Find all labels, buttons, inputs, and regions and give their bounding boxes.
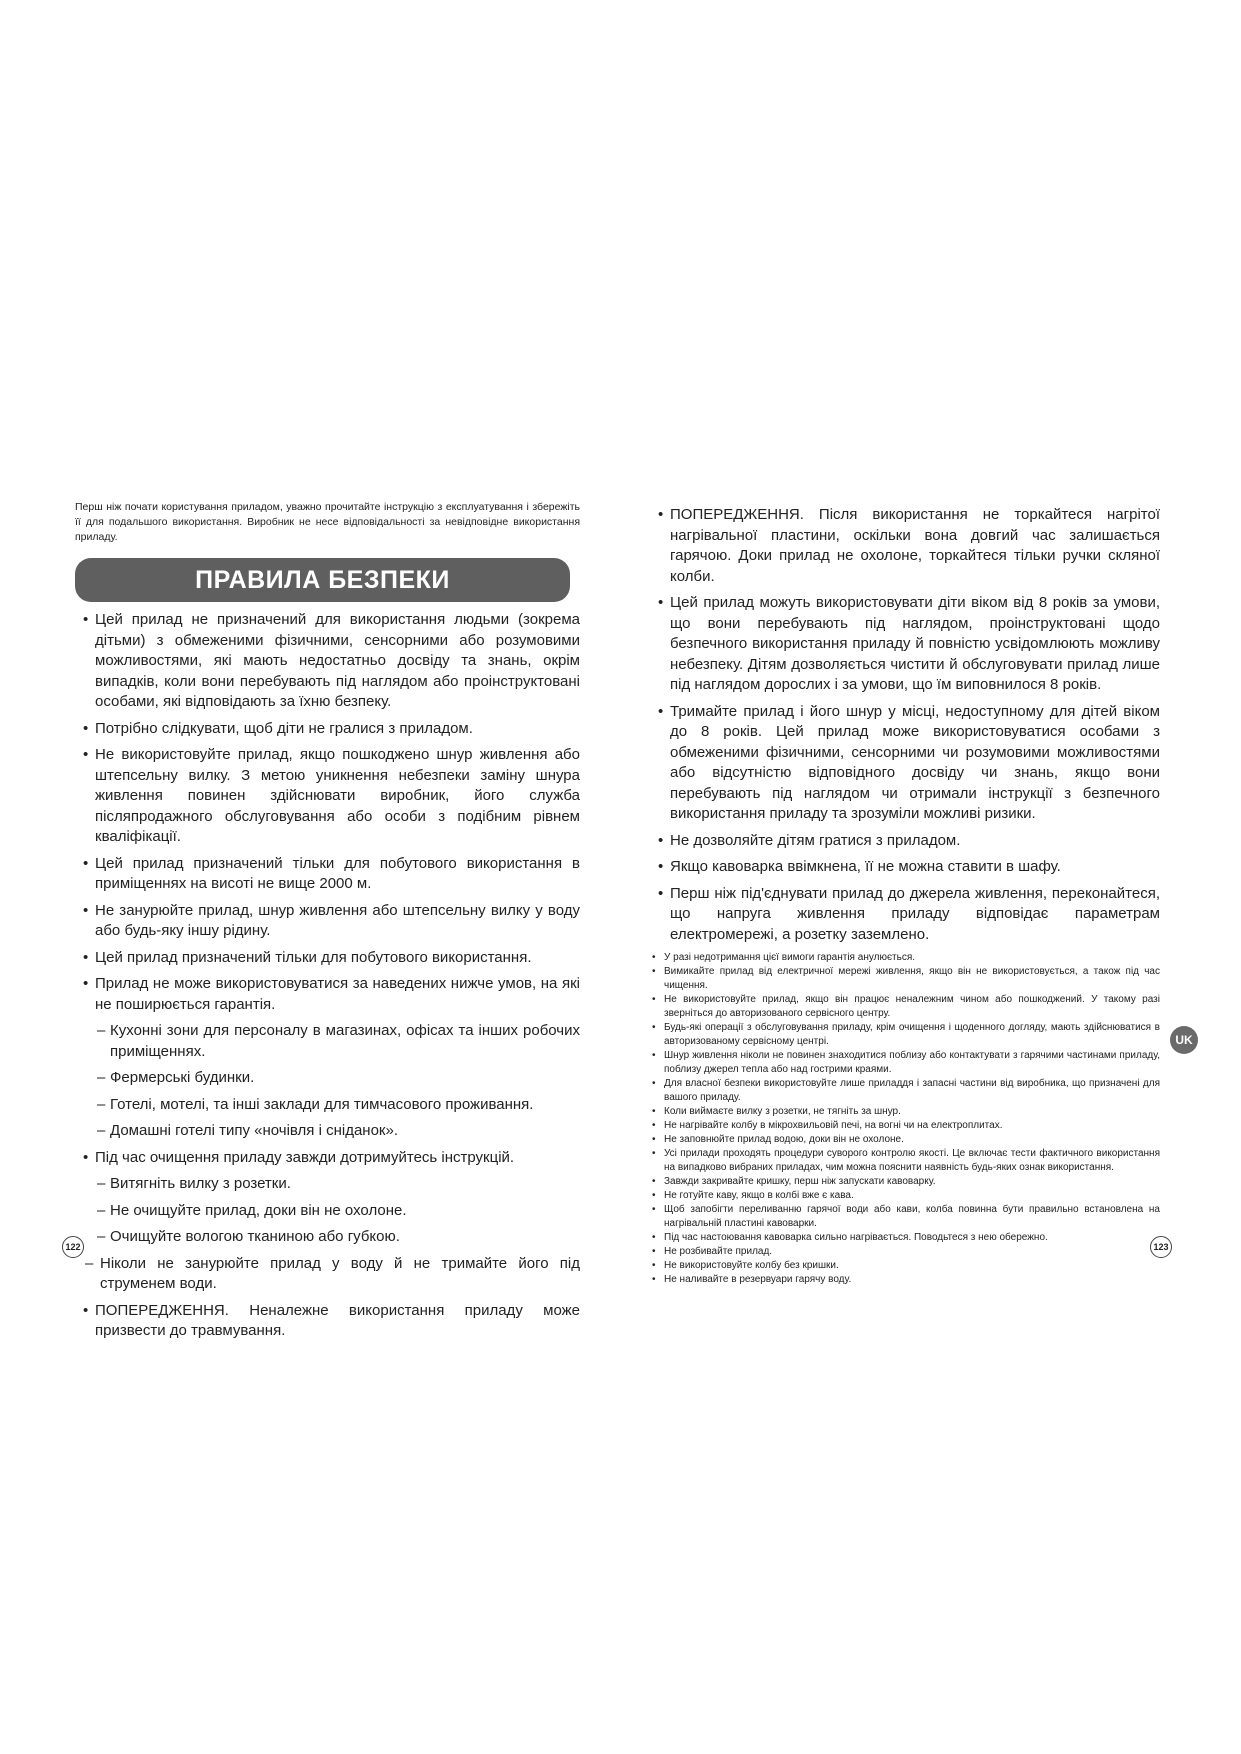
list-item <box>75 1095 580 1116</box>
bullet-icon: • <box>83 975 89 992</box>
bullet-icon: • <box>652 1134 656 1145</box>
list-item-text: Фермерські будинки. <box>110 1069 255 1086</box>
bullet-icon: • <box>652 1176 656 1187</box>
list-item-text: Перш ніж під'єднувати прилад до джерела живлення, переконайтеся, що напруга живлення приладу відповідає параметрам електромережі, а розетку заземлено. <box>670 884 1160 943</box>
list-item-text: Цей прилад призначений тільки для побутового використання. <box>95 948 532 966</box>
list-item <box>650 1259 1160 1273</box>
list-item-text: Витягніть вилку з розетки. <box>110 1175 291 1192</box>
list-item <box>650 831 1160 852</box>
safety-list-small <box>650 951 1160 1287</box>
bullet-icon: • <box>658 594 664 611</box>
list-item-text: Шнур живлення ніколи не повинен знаходитися поблизу або контактувати з гарячими частинами приладу, поблизу джерел тепла або над гострими краями. <box>664 1050 1160 1075</box>
list-item-text: Не занурюйте прилад, шнур живлення або штепсельну вилку у воду або будь-яку іншу рідину. <box>95 901 580 939</box>
bullet-icon: • <box>658 702 664 720</box>
list-item-text: У разі недотримання цієї вимоги гарантія анулюється. <box>664 952 916 963</box>
bullet-icon: • <box>652 1232 656 1243</box>
intro-text: Перш ніж почати користування приладом, уважно прочитайте інструкцію з експлуатування і збережіть її для подальшого використання. Виробник не несе відповідальності за невідповідне використання приладу. <box>75 501 580 543</box>
list-item <box>650 1105 1160 1119</box>
list-item <box>650 884 1160 946</box>
bullet-icon: • <box>652 1106 656 1117</box>
bullet-icon: • <box>658 858 664 875</box>
bullet-icon: • <box>652 1148 656 1159</box>
list-item <box>75 1254 580 1295</box>
list-item <box>650 951 1160 965</box>
list-item <box>75 610 580 713</box>
list-item <box>650 1133 1160 1147</box>
list-item-text: Не розбивайте прилад. <box>664 1246 773 1257</box>
bullet-icon: • <box>83 746 89 763</box>
page-number-right: 123 <box>1150 1236 1172 1258</box>
list-item-text: Під час настоювання кавоварка сильно нагрівається. Поводьтеся з нею обережно. <box>664 1232 1048 1243</box>
list-item <box>650 1175 1160 1189</box>
list-item-text: Якщо кавоварка ввімкнена, її не можна ставити в шафу. <box>670 858 1061 875</box>
list-item <box>650 1273 1160 1287</box>
list-item <box>650 1119 1160 1133</box>
section-title: ПРАВИЛА БЕЗПЕКИ <box>75 558 570 602</box>
safety-list-right <box>650 505 1160 945</box>
list-item-text: Ніколи не занурюйте прилад у воду й не тримайте його під струменем води. <box>100 1254 580 1292</box>
list-item <box>75 719 580 740</box>
list-item <box>650 1049 1160 1077</box>
safety-list-left <box>75 610 580 1342</box>
bullet-icon: • <box>652 1246 656 1257</box>
list-item <box>75 854 580 895</box>
list-item <box>75 901 580 942</box>
list-item <box>75 1148 580 1169</box>
bullet-icon: • <box>652 1022 656 1033</box>
dash-icon: – <box>97 1022 106 1039</box>
list-item-text: Не очищуйте прилад, доки він не охолоне. <box>110 1201 407 1219</box>
bullet-icon: • <box>652 994 656 1005</box>
list-item <box>75 1201 580 1222</box>
list-item <box>75 1021 580 1062</box>
list-item <box>650 965 1160 993</box>
list-item-text: Щоб запобігти переливанню гарячої води або кави, колба повинна бути правильно встановлена на нагрівальній пластині кавоварки. <box>664 1204 1160 1229</box>
list-item-text: Не використовуйте прилад, якщо пошкоджено шнур живлення або штепсельну вилку. З метою уникнення небезпеки заміну шнура живлення повинен здійснювати виробник, його служба післяпродажного обслуговування або особи з подібним рівнем кваліфікації. <box>95 746 580 845</box>
list-item <box>650 1231 1160 1245</box>
list-item-text: Готелі, мотелі, та інші заклади для тимчасового проживання. <box>110 1095 534 1113</box>
list-item-text: ПОПЕРЕДЖЕННЯ. Після використання не торкайтеся нагрітої нагрівальної пластини, оскільки вона довгий час залишається гарячою. Доки прилад не охолоне, торкайтеся тільки ручки скляної колби. <box>670 506 1160 585</box>
dash-icon: – <box>97 1122 106 1139</box>
right-page <box>650 505 1160 1287</box>
bullet-icon: • <box>652 1204 656 1215</box>
bullet-icon: • <box>83 1301 89 1319</box>
list-item-text: Коли виймаєте вилку з розетки, не тягніть за шнур. <box>664 1106 901 1117</box>
list-item-text: Не дозволяйте дітям гратися з приладом. <box>670 831 961 849</box>
list-item <box>650 857 1160 878</box>
list-item-text: Не заповнюйте прилад водою, доки він не охолоне. <box>664 1134 904 1145</box>
list-item-text: Для власної безпеки використовуйте лише приладдя і запасні частини від виробника, що призначені для вашого приладу. <box>664 1078 1160 1103</box>
bullet-icon: • <box>652 1274 656 1285</box>
language-badge: UK <box>1170 1026 1198 1054</box>
list-item-text: Цей прилад можуть використовувати діти віком від 8 років за умови, що вони перебувають під наглядом, проінструктовані щодо безпечного використання приладу й повністю усвідомлюють можливу небезпеку. Дітям дозволяється чистити й обслуговувати прилад лише під наглядом дорослих і за умови, що їм виповнилося 8 років. <box>670 594 1160 693</box>
list-item <box>75 1301 580 1342</box>
list-item-text: Не нагрівайте колбу в мікрохвильовій печі, на вогні чи на електроплитах. <box>664 1120 1003 1131</box>
dash-icon: – <box>97 1201 106 1219</box>
page-number-left: 122 <box>62 1236 84 1258</box>
list-item-text: Прилад не може використовуватися за наведених нижче умов, на які не поширюється гарантія. <box>95 975 580 1013</box>
list-item <box>75 745 580 848</box>
list-item-text: Усі прилади проходять процедури суворого контролю якості. Це включає тести фактичного використання на випадково вибраних приладах, чим можна пояснити наявність будь-яких ознак використання. <box>664 1148 1160 1173</box>
list-item <box>75 974 580 1015</box>
list-item-text: Не використовуйте колбу без кришки. <box>664 1260 839 1271</box>
list-item <box>650 993 1160 1021</box>
list-item <box>650 1077 1160 1105</box>
list-item-text: Домашні готелі типу «ночівля і сніданок». <box>110 1122 398 1139</box>
list-item-text: Кухонні зони для персоналу в магазинах, офісах та інших робочих приміщеннях. <box>110 1022 580 1060</box>
dash-icon: – <box>97 1175 106 1192</box>
bullet-icon: • <box>652 1120 656 1131</box>
list-item <box>75 1227 580 1248</box>
list-item-text: Не наливайте в резервуари гарячу воду. <box>664 1274 852 1285</box>
list-item-text: Не готуйте каву, якщо в колбі вже є кава. <box>664 1190 854 1201</box>
bullet-icon: • <box>83 854 89 872</box>
left-page <box>75 500 580 1348</box>
bullet-icon: • <box>652 966 656 977</box>
dash-icon: – <box>97 1095 106 1113</box>
list-item-text: Очищуйте вологою тканиною або губкою. <box>110 1228 400 1245</box>
bullet-icon: • <box>83 948 89 966</box>
list-item <box>650 505 1160 587</box>
bullet-icon: • <box>658 884 664 902</box>
bullet-icon: • <box>652 952 656 963</box>
list-item <box>650 1189 1160 1203</box>
list-item-text: Будь-які операції з обслуговування приладу, крім очищення і щоденного догляду, мають здійснюватися в авторизованому сервісному центрі. <box>664 1022 1160 1047</box>
list-item-text: Тримайте прилад і його шнур у місці, недоступному для дітей віком до 8 років. Цей прилад може використовуватися особами з обмеженими фізичними, сенсорними чи розумовими можливостями або відсутністю відповідного досвіду чи знань, якщо вони перебувають під наглядом чи отримали інструкції з безпечного використання приладу та зрозуміли можливі ризики. <box>670 702 1160 822</box>
bullet-icon: • <box>658 506 664 523</box>
list-item <box>75 948 580 969</box>
list-item <box>75 1174 580 1195</box>
list-item <box>650 702 1160 825</box>
list-item-text: ПОПЕРЕДЖЕННЯ. Неналежне використання приладу може призвести до травмування. <box>95 1301 580 1339</box>
list-item <box>75 1121 580 1142</box>
bullet-icon: • <box>83 901 89 919</box>
list-item-text: Завжди закривайте кришку, перш ніж запускати кавоварку. <box>664 1176 936 1187</box>
list-item <box>75 1068 580 1089</box>
list-item-text: Під час очищення приладу завжди дотримуйтесь інструкцій. <box>95 1148 515 1166</box>
bullet-icon: • <box>658 831 664 849</box>
list-item-text: Вимикайте прилад від електричної мережі живлення, якщо він не використовується, а також під час чищення. <box>664 966 1160 991</box>
list-item-text: Потрібно слідкувати, щоб діти не гралися з приладом. <box>95 719 473 737</box>
bullet-icon: • <box>652 1190 656 1201</box>
list-item <box>650 1203 1160 1231</box>
list-item <box>650 1147 1160 1175</box>
dash-icon: – <box>97 1069 106 1086</box>
bullet-icon: • <box>83 611 89 628</box>
dash-icon: – <box>85 1254 94 1272</box>
list-item-text: Не використовуйте прилад, якщо він працює неналежним чином або пошкоджений. У такому разі зверніться до авторизованого сервісного центру. <box>664 994 1160 1019</box>
bullet-icon: • <box>652 1260 656 1271</box>
list-item <box>650 593 1160 696</box>
list-item-text: Цей прилад не призначений для використання людьми (зокрема дітьми) з обмеженими фізичними, сенсорними або розумовими можливостями, які мають недостатньо досвіду та знань, окрім випадків, коли вони перебувають під наглядом або проінструктовані особами, які відповідають за їхню безпеку. <box>95 611 580 710</box>
bullet-icon: • <box>83 719 89 737</box>
list-item <box>650 1245 1160 1259</box>
bullet-icon: • <box>652 1078 656 1089</box>
bullet-icon: • <box>652 1050 656 1061</box>
list-item-text: Цей прилад призначений тільки для побутового використання в приміщеннях на висоті не вище 2000 м. <box>95 854 580 892</box>
dash-icon: – <box>97 1228 106 1245</box>
bullet-icon: • <box>83 1148 89 1166</box>
list-item <box>650 1021 1160 1049</box>
